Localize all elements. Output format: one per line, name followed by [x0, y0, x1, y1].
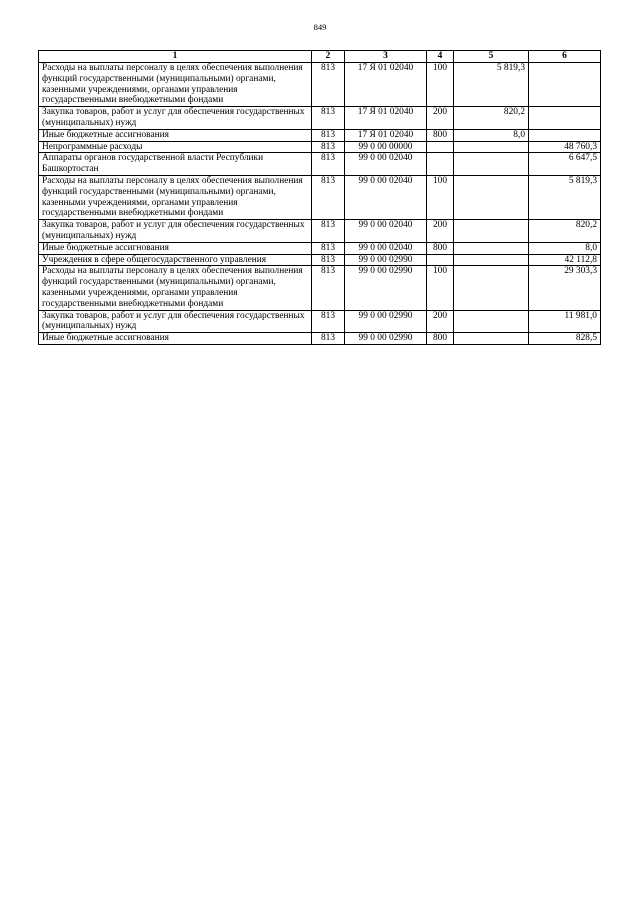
cell-csr: 99 0 00 00000: [345, 141, 427, 153]
cell-vr: 100: [427, 63, 454, 107]
cell-csr: 99 0 00 02040: [345, 175, 427, 219]
table-row: [39, 310, 601, 333]
cell-csr: 17 Я 01 02040: [345, 129, 427, 141]
cell-csr: 99 0 00 02040: [345, 242, 427, 254]
cell-name: Аппараты органов государственной власти Республики Башкортостан: [39, 153, 312, 176]
cell-ved: 813: [312, 310, 345, 333]
cell-sum-5: [454, 175, 529, 219]
table-row: [39, 153, 601, 176]
cell-sum-5: [454, 220, 529, 243]
cell-ved: 813: [312, 254, 345, 266]
cell-sum-5: [454, 153, 529, 176]
cell-vr: 100: [427, 175, 454, 219]
table-row: [39, 63, 601, 107]
header-col-2: 2: [312, 51, 345, 63]
cell-vr: [427, 153, 454, 176]
table-row: [39, 242, 601, 254]
table-body: [39, 63, 601, 345]
cell-sum-6: 42 112,8: [529, 254, 601, 266]
cell-csr: 99 0 00 02990: [345, 310, 427, 333]
cell-sum-5: [454, 266, 529, 310]
table-row: [39, 220, 601, 243]
cell-name: Расходы на выплаты персоналу в целях обеспечения выполнения функций государственными (муниципальными) органами, казенными учреждениями, органами управления государственными внебюджетными фондами: [39, 175, 312, 219]
cell-vr: 800: [427, 333, 454, 345]
cell-sum-6: [529, 107, 601, 130]
table-row: [39, 175, 601, 219]
header-col-6: 6: [529, 51, 601, 63]
cell-sum-6: 8,0: [529, 242, 601, 254]
cell-sum-6: 11 981,0: [529, 310, 601, 333]
cell-csr: 17 Я 01 02040: [345, 107, 427, 130]
cell-sum-5: [454, 333, 529, 345]
cell-ved: 813: [312, 220, 345, 243]
cell-ved: 813: [312, 141, 345, 153]
cell-name: Расходы на выплаты персоналу в целях обеспечения выполнения функций государственными (муниципальными) органами, казенными учреждениями, органами управления государственными внебюджетными фондами: [39, 63, 312, 107]
cell-ved: 813: [312, 107, 345, 130]
table-row: [39, 266, 601, 310]
header-col-1: 1: [39, 51, 312, 63]
cell-ved: 813: [312, 129, 345, 141]
cell-vr: 100: [427, 266, 454, 310]
cell-vr: [427, 141, 454, 153]
cell-sum-6: 6 647,5: [529, 153, 601, 176]
cell-ved: 813: [312, 333, 345, 345]
cell-sum-6: [529, 63, 601, 107]
table-row: [39, 141, 601, 153]
cell-csr: 99 0 00 02990: [345, 266, 427, 310]
cell-vr: 200: [427, 220, 454, 243]
cell-name: Иные бюджетные ассигнования: [39, 242, 312, 254]
table-row: [39, 107, 601, 130]
cell-vr: 200: [427, 310, 454, 333]
cell-vr: 800: [427, 129, 454, 141]
cell-name: Иные бюджетные ассигнования: [39, 129, 312, 141]
cell-vr: 800: [427, 242, 454, 254]
cell-sum-5: 820,2: [454, 107, 529, 130]
table-row: [39, 333, 601, 345]
cell-sum-6: 820,2: [529, 220, 601, 243]
cell-name: Непрограммные расходы: [39, 141, 312, 153]
cell-name: Закупка товаров, работ и услуг для обеспечения государственных (муниципальных) нужд: [39, 107, 312, 130]
cell-ved: 813: [312, 242, 345, 254]
cell-ved: 813: [312, 63, 345, 107]
header-row: [39, 51, 601, 63]
cell-vr: 200: [427, 107, 454, 130]
cell-sum-6: 5 819,3: [529, 175, 601, 219]
cell-name: Закупка товаров, работ и услуг для обеспечения государственных (муниципальных) нужд: [39, 310, 312, 333]
cell-csr: 99 0 00 02990: [345, 254, 427, 266]
cell-sum-6: 828,5: [529, 333, 601, 345]
cell-ved: 813: [312, 266, 345, 310]
cell-csr: 17 Я 01 02040: [345, 63, 427, 107]
cell-csr: 99 0 00 02040: [345, 153, 427, 176]
cell-name: Учреждения в сфере общегосударственного управления: [39, 254, 312, 266]
cell-sum-5: 5 819,3: [454, 63, 529, 107]
budget-table: [38, 50, 601, 345]
header-col-5: 5: [454, 51, 529, 63]
cell-sum-6: [529, 129, 601, 141]
cell-name: Расходы на выплаты персоналу в целях обеспечения выполнения функций государственными (муниципальными) органами, казенными учреждениями, органами управления государственными внебюджетными фондами: [39, 266, 312, 310]
table-row: [39, 129, 601, 141]
cell-sum-5: [454, 242, 529, 254]
cell-sum-5: [454, 310, 529, 333]
header-col-3: 3: [345, 51, 427, 63]
cell-sum-5: [454, 254, 529, 266]
cell-name: Закупка товаров, работ и услуг для обеспечения государственных (муниципальных) нужд: [39, 220, 312, 243]
cell-name: Иные бюджетные ассигнования: [39, 333, 312, 345]
cell-sum-6: 48 760,3: [529, 141, 601, 153]
cell-vr: [427, 254, 454, 266]
cell-sum-6: 29 303,3: [529, 266, 601, 310]
header-col-4: 4: [427, 51, 454, 63]
cell-csr: 99 0 00 02040: [345, 220, 427, 243]
table-row: [39, 254, 601, 266]
cell-ved: 813: [312, 175, 345, 219]
cell-csr: 99 0 00 02990: [345, 333, 427, 345]
page-number: 849: [313, 22, 327, 32]
cell-ved: 813: [312, 153, 345, 176]
cell-sum-5: [454, 141, 529, 153]
cell-sum-5: 8,0: [454, 129, 529, 141]
